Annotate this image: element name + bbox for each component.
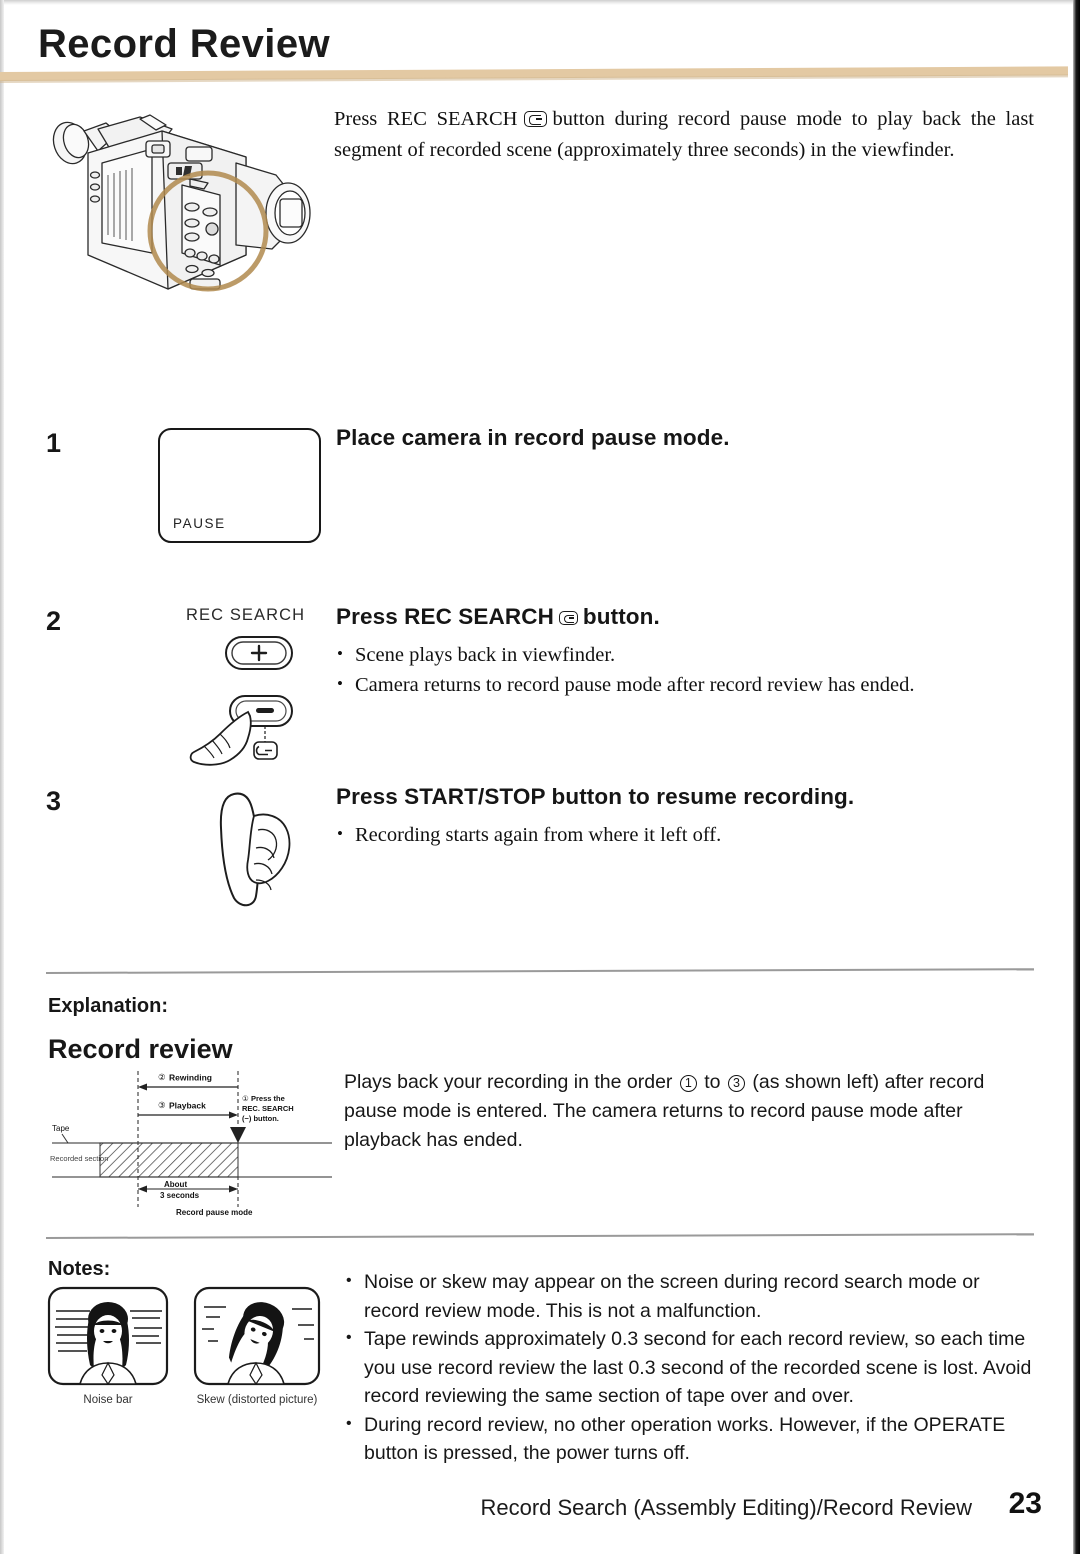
step-2-heading-before-icon: Press REC SEARCH — [336, 604, 554, 629]
rec-search-caption: REC SEARCH — [186, 606, 306, 624]
diagram-playback-label: Playback — [169, 1100, 206, 1111]
diagram-rewinding-label: Rewinding — [169, 1072, 212, 1083]
camcorder-illustration — [40, 103, 330, 328]
step-1-heading: Place camera in record pause mode. — [336, 425, 730, 450]
divider-explanation — [46, 968, 1034, 973]
circle-one-marker: 1 — [680, 1075, 697, 1092]
hand-pressing-rec-search-minus-illustration — [186, 690, 301, 772]
note-item-2: • Tape rewinds approximately 0.3 second for each record review, so each time you use record review the last 0.3 second of the recorded scene is lost. Avoid record reviewing the same section of tape over and over. — [345, 1325, 1035, 1411]
step-2-heading-after-icon: button. — [582, 604, 660, 629]
explanation-paragraph — [344, 1068, 1024, 1155]
intro-before-icon: Press REC SEARCH — [334, 108, 518, 130]
diagram-about-label: About — [164, 1180, 188, 1189]
explanation-label: Explanation: — [48, 995, 169, 1017]
viewfinder-pause-label: PAUSE — [173, 516, 226, 531]
hand-pressing-start-stop-illustration — [210, 786, 306, 912]
rec-search-minus-icon-inline — [559, 611, 578, 625]
diagram-rewinding-num: ② — [158, 1072, 166, 1082]
diagram-record-pause-label: Record pause mode — [176, 1208, 253, 1217]
diagram-tape-label: Tape — [52, 1124, 70, 1133]
step-2-bullets — [336, 640, 1016, 700]
rec-search-minus-icon — [524, 111, 547, 127]
step-1-number: 1 — [46, 428, 62, 458]
step-2-bullet-2: • Camera returns to record pause mode after record review has ended. — [336, 670, 1016, 700]
step-2-heading — [336, 604, 660, 630]
record-review-tape-diagram — [42, 1065, 342, 1217]
diagram-playback-num: ③ — [158, 1100, 166, 1110]
intro-after-icon: button during record pause mode to play back the last segment of recorded scene (approximately three seconds) in the viewfinder. — [334, 108, 1035, 161]
diagram-press-num: ① — [242, 1094, 249, 1103]
skew-distorted-viewfinder-illustration — [192, 1285, 322, 1387]
scan-edge-right — [1073, 0, 1080, 1554]
step-3-heading: Press START/STOP button to resume recording. — [336, 784, 855, 809]
circle-three-marker: 3 — [728, 1075, 745, 1092]
note-item-3: • During record review, no other operation works. However, if the OPERATE button is pressed, the power turns off. — [345, 1411, 1035, 1468]
noise-bar-caption: Noise bar — [83, 1394, 133, 1406]
scan-edge-top — [0, 0, 1080, 5]
noise-bar-viewfinder-illustration — [46, 1285, 170, 1387]
viewfinder-pause-box — [158, 428, 321, 543]
explanation-title: Record review — [48, 1034, 233, 1064]
explanation-paragraph-3: (as shown left) after record pause mode is entered. The camera returns to record pause mode after playback has ended. — [344, 1071, 985, 1151]
step-3-bullet-1: • Recording starts again from where it left off. — [336, 820, 1016, 850]
rec-search-plus-button-icon — [224, 634, 294, 672]
footer-chapter-title: Record Search (Assembly Editing)/Record Review — [480, 1495, 972, 1520]
step-3-number: 3 — [46, 786, 62, 816]
notes-label: Notes: — [48, 1258, 111, 1280]
footer-page-number: 23 — [1008, 1487, 1042, 1520]
diagram-press-line-1: Press the — [251, 1094, 285, 1103]
divider-notes — [46, 1233, 1034, 1238]
note-item-1: • Noise or skew may appear on the screen during record search mode or record review mode. This is not a malfunction. — [345, 1268, 1035, 1325]
diagram-recorded-section-label: Recorded section — [50, 1154, 109, 1163]
step-3-bullets — [336, 820, 1016, 850]
explanation-paragraph-1: Plays back your recording in the order — [344, 1071, 673, 1093]
explanation-paragraph-2: to — [704, 1071, 721, 1093]
diagram-press-line-2: REC. SEARCH — [242, 1104, 294, 1113]
step-2-number: 2 — [46, 606, 62, 636]
page-title: Record Review — [38, 22, 330, 66]
skew-caption: Skew (distorted picture) — [196, 1394, 318, 1406]
diagram-seconds-label: 3 seconds — [160, 1191, 200, 1200]
diagram-press-line-3: (−) button. — [242, 1114, 279, 1123]
notes-list — [345, 1268, 1035, 1468]
intro-paragraph — [334, 104, 1034, 166]
scan-edge-left — [0, 0, 4, 1554]
step-2-bullet-1: • Scene plays back in viewfinder. — [336, 640, 1016, 670]
